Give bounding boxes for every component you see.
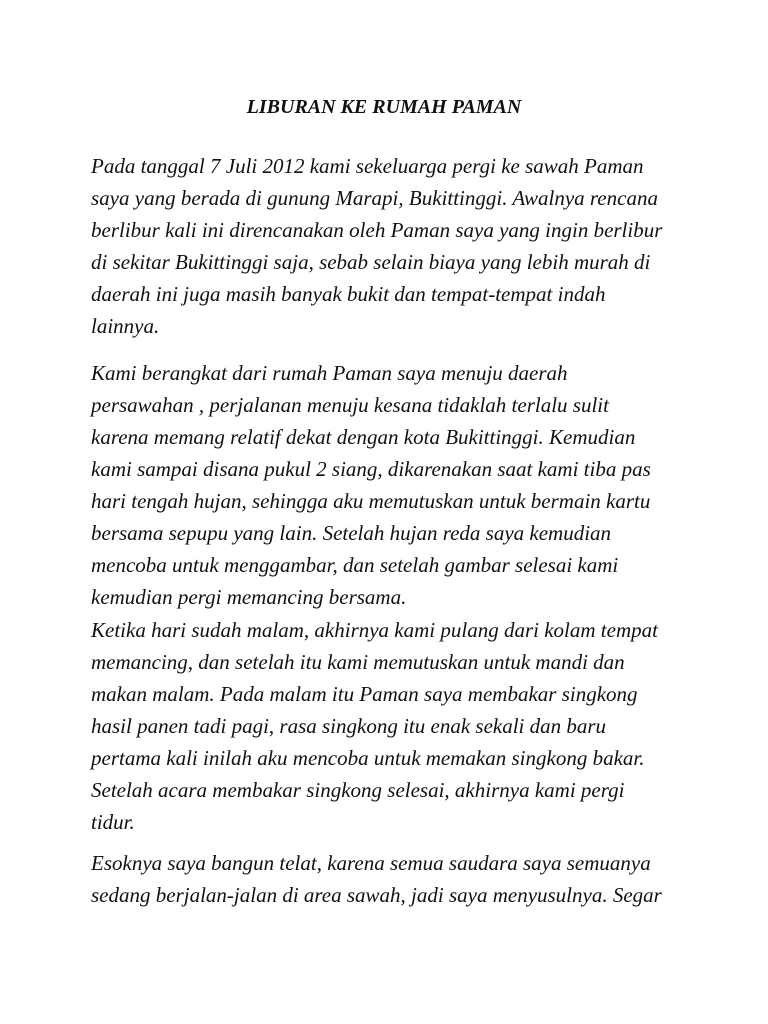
text-line: hari tengah hujan, sehingga aku memutuskan untuk bermain kartu [91, 489, 651, 513]
paragraph-4 [91, 847, 711, 911]
paragraph-1 [91, 150, 711, 342]
paragraph-3 [91, 614, 711, 838]
text-line: berlibur kali ini direncanakan oleh Paman saya yang ingin berlibur [91, 218, 663, 242]
text-line: saya yang berada di gunung Marapi, Bukittinggi. Awalnya rencana [91, 186, 658, 210]
text-line: sedang berjalan-jalan di area sawah, jadi saya menyusulnya. Segar [91, 883, 662, 907]
text-line: Pada tanggal 7 Juli 2012 kami sekeluarga pergi ke sawah Paman [91, 154, 644, 178]
paragraph-2 [91, 357, 711, 613]
text-line: kami sampai disana pukul 2 siang, dikarenakan saat kami tiba pas [91, 457, 651, 481]
text-line: Kami berangkat dari rumah Paman saya menuju daerah [91, 361, 568, 385]
text-line: Ketika hari sudah malam, akhirnya kami pulang dari kolam tempat [91, 618, 658, 642]
text-line: memancing, dan setelah itu kami memutuskan untuk mandi dan [91, 650, 625, 674]
text-line: lainnya. [91, 314, 160, 338]
text-line: persawahan , perjalanan menuju kesana tidaklah terlalu sulit [91, 393, 609, 417]
text-line: tidur. [91, 810, 135, 834]
text-line: daerah ini juga masih banyak bukit dan tempat-tempat indah [91, 282, 606, 306]
text-line: hasil panen tadi pagi, rasa singkong itu enak sekali dan baru [91, 714, 607, 738]
text-line: Esoknya saya bangun telat, karena semua saudara saya semuanya [91, 851, 651, 875]
text-line: makan malam. Pada malam itu Paman saya membakar singkong [91, 682, 638, 706]
text-line: bersama sepupu yang lain. Setelah hujan reda saya kemudian [91, 521, 612, 545]
text-line: pertama kali inilah aku mencoba untuk memakan singkong bakar. [91, 746, 645, 770]
text-line: Setelah acara membakar singkong selesai, akhirnya kami pergi [91, 778, 625, 802]
text-line: di sekitar Bukittinggi saja, sebab selain biaya yang lebih murah di [91, 250, 651, 274]
text-line: karena memang relatif dekat dengan kota Bukittinggi. Kemudian [91, 425, 636, 449]
document-title: LIBURAN KE RUMAH PAMAN [246, 96, 522, 118]
text-line: kemudian pergi memancing bersama. [91, 585, 407, 609]
text-line: mencoba untuk menggambar, dan setelah gambar selesai kami [91, 553, 619, 577]
